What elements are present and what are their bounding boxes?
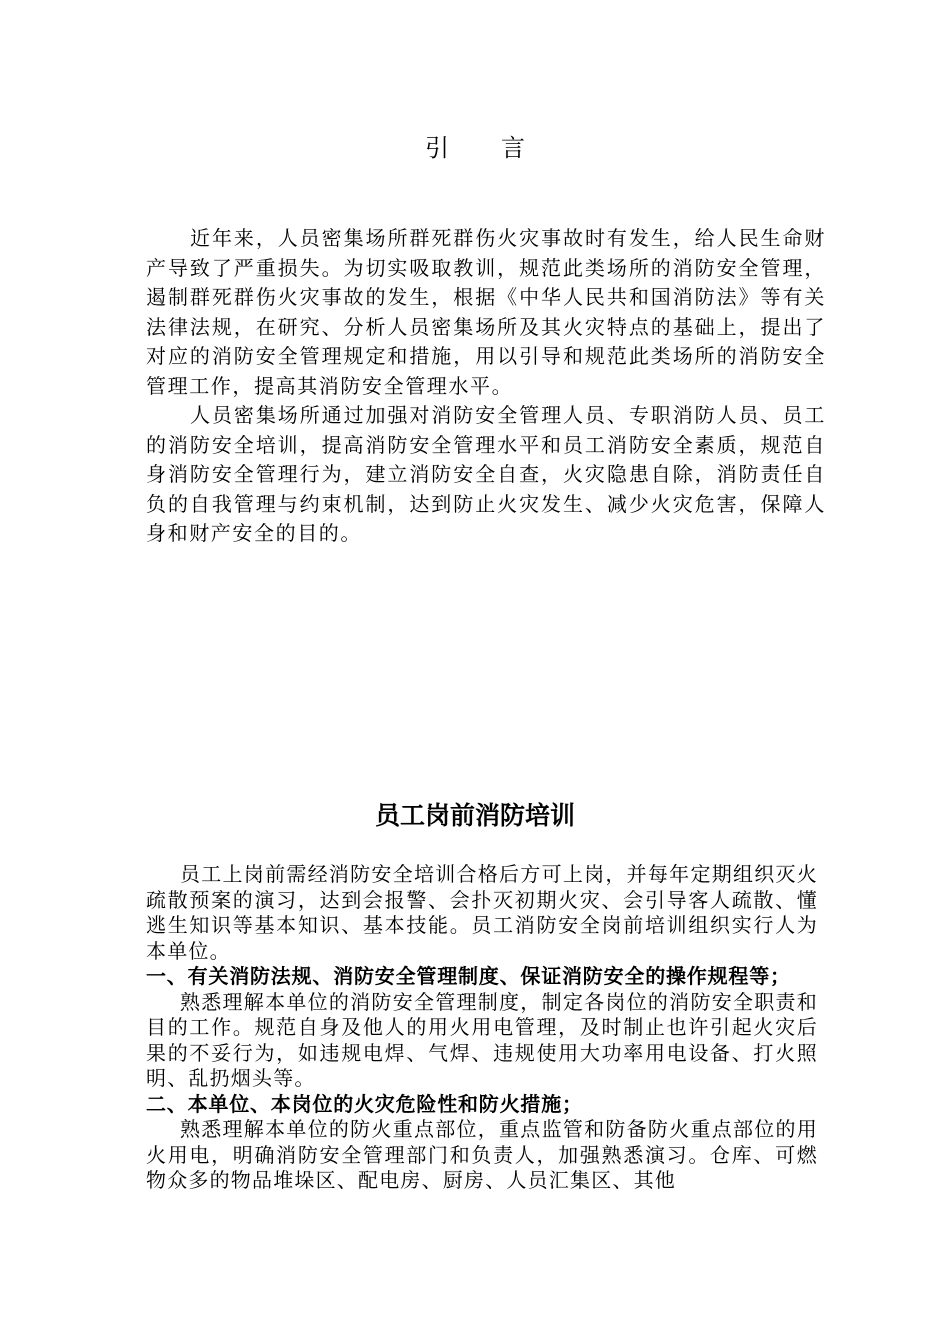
intro-paragraph-2: 人员密集场所通过加强对消防安全管理人员、专职消防人员、员工的消防安全培训，提高消防安全管理水平和员工消防安全素质，规范自身消防安全管理行为，建立消防安全自查，火灾隐患自除，消防责任自负的自我管理与约束机制，达到防止火灾发生、减少火灾危害，保障人身和财产安全的目的。: [146, 403, 826, 545]
section-heading-1: 一、有关消防法规、消防安全管理制度、保证消防安全的操作规程等；: [146, 964, 791, 988]
intro-paragraph-1: 近年来，人员密集场所群死群伤火灾事故时有发生，给人民生命财产导致了严重损失。为切实吸取教训，规范此类场所的消防安全管理，遏制群死群伤火灾事故的发生，根据《中华人民共和国消防法》等有关法律法规，在研究、分析人员密集场所及其火灾特点的基础上，提出了对应的消防安全管理规定和措施，用以引导和规范此类场所的消防安全管理工作，提高其消防安全管理水平。: [146, 226, 826, 398]
training-intro-paragraph: 员工上岗前需经消防安全培训合格后方可上岗，并每年定期组织灭火疏散预案的演习，达到会报警、会扑灭初期火灾、会引导客人疏散、懂逃生知识等基本知识、基本技能。员工消防安全岗前培训组织实行人为本单位。: [146, 862, 818, 963]
intro-body: [146, 224, 826, 549]
intro-title: 引言: [425, 134, 577, 162]
section-paragraph-1: 熟悉理解本单位的消防安全管理制度，制定各岗位的消防安全职责和目的工作。规范自身及他人的用火用电管理，及时制止也许引起火灾后果的不妥行为，如违规电焊、气焊、违规使用大功率用电设备、打火照明、乱扔烟头等。: [146, 989, 818, 1090]
section-heading-2: 二、本单位、本岗位的火灾危险性和防火措施；: [146, 1091, 583, 1116]
section-paragraph-2: 熟悉理解本单位的防火重点部位，重点监管和防备防火重点部位的用火用电，明确消防安全管理部门和负责人，加强熟悉演习。仓库、可燃物众多的物品堆垛区、配电房、厨房、人员汇集区、其他: [146, 1117, 818, 1192]
training-title: 员工岗前消防培训: [374, 801, 575, 830]
training-body: [146, 862, 818, 1194]
